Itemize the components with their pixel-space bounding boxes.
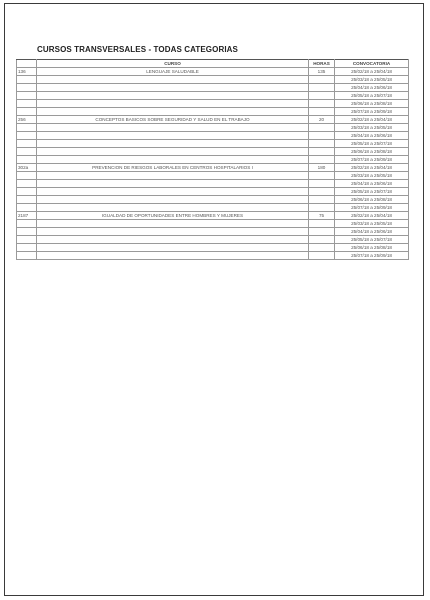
- course-name-cell: IGUALDAD DE OPORTUNIDADES ENTRE HOMBRES Y MUJERES: [37, 212, 309, 220]
- convocatoria-cell: 25/07/18 a 25/09/18: [335, 252, 409, 260]
- course-hours-cell: [309, 132, 335, 140]
- table-row: [17, 108, 409, 116]
- table-row: [17, 100, 409, 108]
- table-row: [17, 140, 409, 148]
- table-header-row: [17, 60, 409, 68]
- course-code-cell: [17, 100, 37, 108]
- course-name-cell: [37, 204, 309, 212]
- table-row: [17, 92, 409, 100]
- course-name-cell: [37, 252, 309, 260]
- table-row: [17, 204, 409, 212]
- table-row: [17, 164, 409, 172]
- table-row: [17, 236, 409, 244]
- table-row: [17, 148, 409, 156]
- table-row: [17, 212, 409, 220]
- course-code-cell: [17, 92, 37, 100]
- course-hours-cell: [309, 236, 335, 244]
- course-hours-cell: [309, 180, 335, 188]
- course-hours-cell: [309, 252, 335, 260]
- course-name-cell: [37, 100, 309, 108]
- course-code-cell: [17, 172, 37, 180]
- table-row: [17, 188, 409, 196]
- convocatoria-cell: 25/06/18 a 25/08/18: [335, 244, 409, 252]
- course-code-cell: [17, 236, 37, 244]
- course-name-cell: [37, 196, 309, 204]
- convocatoria-cell: 25/03/18 a 25/05/18: [335, 124, 409, 132]
- course-code-cell: [17, 204, 37, 212]
- course-code-cell: [17, 244, 37, 252]
- table-row: [17, 220, 409, 228]
- course-code-cell: 2187: [17, 212, 37, 220]
- course-code-cell: [17, 140, 37, 148]
- course-code-cell: [17, 76, 37, 84]
- course-name-cell: PREVENCION DE RIESGOS LABORALES EN CENTROS HOSPITALARIOS I: [37, 164, 309, 172]
- header-curso: CURSO: [37, 60, 309, 68]
- courses-table-body: [17, 68, 409, 260]
- table-row: [17, 252, 409, 260]
- convocatoria-cell: 25/04/18 a 25/06/18: [335, 132, 409, 140]
- course-name-cell: [37, 228, 309, 236]
- course-hours-cell: [309, 76, 335, 84]
- table-row: [17, 156, 409, 164]
- course-hours-cell: 180: [309, 164, 335, 172]
- course-hours-cell: [309, 140, 335, 148]
- convocatoria-cell: 25/05/18 a 25/07/18: [335, 92, 409, 100]
- course-hours-cell: [309, 204, 335, 212]
- course-hours-cell: [309, 148, 335, 156]
- convocatoria-cell: 25/03/18 a 25/05/18: [335, 220, 409, 228]
- convocatoria-cell: 25/02/18 a 25/04/18: [335, 164, 409, 172]
- convocatoria-cell: 25/04/18 a 25/06/18: [335, 228, 409, 236]
- header-horas: HORAS: [309, 60, 335, 68]
- course-code-cell: [17, 124, 37, 132]
- course-name-cell: [37, 156, 309, 164]
- convocatoria-cell: 25/03/18 a 25/05/18: [335, 76, 409, 84]
- convocatoria-cell: 25/02/18 a 25/04/18: [335, 116, 409, 124]
- course-hours-cell: [309, 124, 335, 132]
- course-hours-cell: [309, 196, 335, 204]
- course-hours-cell: 135: [309, 68, 335, 76]
- table-row: [17, 244, 409, 252]
- convocatoria-cell: 25/02/18 a 25/04/18: [335, 68, 409, 76]
- course-name-cell: [37, 76, 309, 84]
- course-code-cell: [17, 132, 37, 140]
- course-code-cell: [17, 84, 37, 92]
- convocatoria-cell: 25/07/18 a 25/09/18: [335, 204, 409, 212]
- convocatoria-cell: 25/02/18 a 25/04/18: [335, 212, 409, 220]
- course-hours-cell: [309, 156, 335, 164]
- table-row: [17, 84, 409, 92]
- course-name-cell: [37, 180, 309, 188]
- course-hours-cell: [309, 172, 335, 180]
- course-code-cell: 256: [17, 116, 37, 124]
- course-name-cell: [37, 92, 309, 100]
- course-name-cell: CONCEPTOS BASICOS SOBRE SEGURIDAD Y SALUD EN EL TRABAJO: [37, 116, 309, 124]
- course-hours-cell: 75: [309, 212, 335, 220]
- convocatoria-cell: 25/06/18 a 25/08/18: [335, 148, 409, 156]
- course-name-cell: [37, 124, 309, 132]
- table-row: [17, 172, 409, 180]
- course-hours-cell: [309, 92, 335, 100]
- course-hours-cell: [309, 220, 335, 228]
- convocatoria-cell: 25/06/18 a 25/08/18: [335, 196, 409, 204]
- course-code-cell: 136: [17, 68, 37, 76]
- course-code-cell: [17, 108, 37, 116]
- course-code-cell: [17, 196, 37, 204]
- course-name-cell: [37, 84, 309, 92]
- course-code-cell: [17, 220, 37, 228]
- course-code-cell: [17, 148, 37, 156]
- course-code-cell: [17, 188, 37, 196]
- convocatoria-cell: 25/07/18 a 25/09/18: [335, 156, 409, 164]
- convocatoria-cell: 25/04/18 a 25/06/18: [335, 84, 409, 92]
- convocatoria-cell: 25/05/18 a 25/07/18: [335, 188, 409, 196]
- table-row: [17, 228, 409, 236]
- course-name-cell: [37, 244, 309, 252]
- course-name-cell: LENGUAJE SALUDABLE: [37, 68, 309, 76]
- course-code-cell: [17, 228, 37, 236]
- table-row: [17, 76, 409, 84]
- course-hours-cell: 20: [309, 116, 335, 124]
- document-title: CURSOS TRANSVERSALES - TODAS CATEGORIAS: [37, 45, 238, 54]
- course-name-cell: [37, 108, 309, 116]
- convocatoria-cell: 25/04/18 a 25/06/18: [335, 180, 409, 188]
- convocatoria-cell: 25/05/18 a 25/07/18: [335, 236, 409, 244]
- course-name-cell: [37, 188, 309, 196]
- table-row: [17, 196, 409, 204]
- course-name-cell: [37, 220, 309, 228]
- course-hours-cell: [309, 244, 335, 252]
- course-name-cell: [37, 172, 309, 180]
- convocatoria-cell: 25/07/18 a 25/09/18: [335, 108, 409, 116]
- course-hours-cell: [309, 84, 335, 92]
- convocatoria-cell: 25/06/18 a 25/08/18: [335, 100, 409, 108]
- course-code-cell: [17, 156, 37, 164]
- table-row: [17, 180, 409, 188]
- table-row: [17, 68, 409, 76]
- document-page: [4, 3, 424, 596]
- course-code-cell: 302a: [17, 164, 37, 172]
- header-convocatoria: CONVOCATORIA: [335, 60, 409, 68]
- course-hours-cell: [309, 188, 335, 196]
- table-row: [17, 132, 409, 140]
- header-code: [17, 60, 37, 68]
- course-name-cell: [37, 148, 309, 156]
- course-hours-cell: [309, 108, 335, 116]
- convocatoria-cell: 25/05/18 a 25/07/18: [335, 140, 409, 148]
- course-name-cell: [37, 132, 309, 140]
- course-code-cell: [17, 252, 37, 260]
- table-row: [17, 124, 409, 132]
- convocatoria-cell: 25/03/18 a 25/05/18: [335, 172, 409, 180]
- course-hours-cell: [309, 100, 335, 108]
- course-name-cell: [37, 236, 309, 244]
- course-code-cell: [17, 180, 37, 188]
- course-hours-cell: [309, 228, 335, 236]
- table-row: [17, 116, 409, 124]
- courses-table: [16, 59, 409, 260]
- course-name-cell: [37, 140, 309, 148]
